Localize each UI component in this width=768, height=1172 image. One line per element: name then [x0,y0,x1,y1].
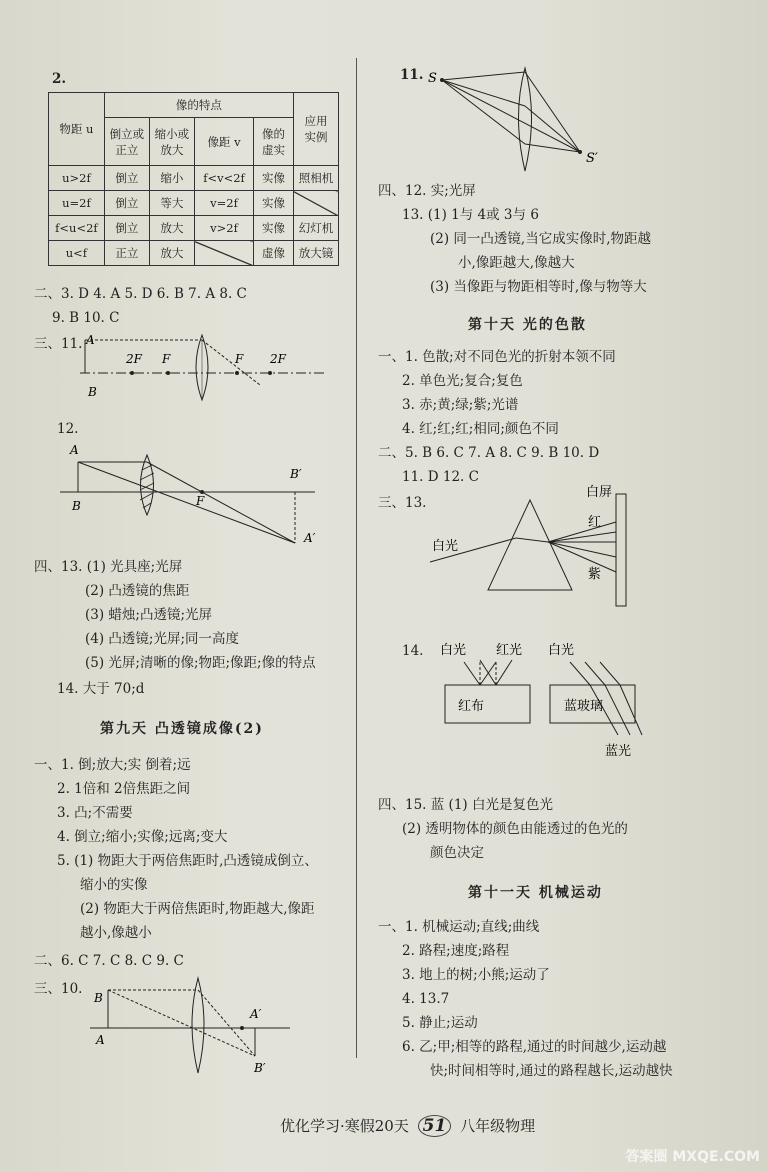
footer-subject: 八年级物理 [460,1117,536,1135]
table-row: u>2f 倒立 缩小 f<v<2f 实像 照相机 [49,166,339,191]
r-q14-label: 14. [402,643,424,659]
q13-line-2: (2) 凸透镜的焦距 [85,583,190,599]
q11-label: 三、11. [34,336,83,352]
q2-number: 2. [52,71,67,87]
day9-line-4: 4. 倒立;缩小;实像;远离;变大 [57,829,228,845]
r3-line-1: 四、15. 蓝 (1) 白光是复色光 [378,797,553,813]
r2-line-3: 3. 赤;黄;绿;紫;光谱 [402,397,519,413]
fig11-label-F-right: F [235,352,244,366]
table-row: u<f 正立 放大 虚像 放大镜 [49,241,339,266]
column-divider [356,58,357,1058]
fig10-label-Bp: B′ [254,1061,266,1075]
q13-line-1: 四、13. (1) 光具座;光屏 [34,559,183,575]
r4-line-1: 一、1. 机械运动;直线;曲线 [378,919,540,935]
r1-line-4: 小,像距越大,像越大 [458,255,575,271]
prism-label-white: 白光 [432,539,459,554]
r2-line-4: 4. 红;红;红;相同;颜色不同 [402,421,559,437]
fig14-label-blue-light: 蓝光 [605,744,632,759]
th-c3: 像距 v [194,118,253,166]
r2-line-2: 2. 单色光;复合;复色 [402,373,523,389]
q13-line-3: (3) 蜡烛;凸透镜;光屏 [85,607,213,623]
fig14-label-blue-glass: 蓝玻璃 [564,699,604,714]
section-title-day11: 第十一天 机械运动 [468,885,603,901]
th-features: 像的特点 [104,93,293,118]
fig14-label-white-1: 白光 [440,643,467,658]
fig12-label-Ap: A′ [304,531,316,545]
lens-table [48,92,339,266]
day9-line-1: 一、1. 倒;放大;实 倒着;远 [34,757,191,773]
r2-line-6: 11. D 12. C [402,469,479,485]
section-title-day10: 第十天 光的色散 [468,317,587,333]
r4-line-6: 6. 乙;甲;相等的路程,通过的时间越少,运动越 [402,1039,667,1055]
r4-line-3: 3. 地上的树;小熊;运动了 [402,967,550,983]
table-row: u=2f 倒立 等大 v=2f 实像 [49,191,339,216]
day9-line-8: 越小,像越小 [80,925,152,941]
fig10-label-B: B [94,991,103,1005]
r2-line-5: 二、5. B 6. C 7. A 8. C 9. B 10. D [378,445,600,461]
q13-line-4: (4) 凸透镜;光屏;同一高度 [85,631,240,647]
r2-line-1: 一、1. 色散;对不同色光的折射本领不同 [378,349,616,365]
day9-line-10: 三、10. [34,981,83,997]
r3-line-3: 颜色决定 [430,845,484,861]
r1-line-1: 四、12. 实;光屏 [378,183,476,199]
day9-line-3: 3. 凸;不需要 [57,805,133,821]
day9-line-9: 二、6. C 7. C 8. C 9. C [34,953,184,969]
fig11-label-B: B [88,385,97,399]
th-u: 物距 u [49,93,105,166]
th-c4: 像的 虚实 [254,118,294,166]
fig11-label-A: A [86,333,95,347]
q14-answer: 14. 大于 70;d [57,681,145,697]
watermark: 答案圈 MXQE.COM [625,1149,760,1165]
footer-book-title: 优化学习·寒假20天 [280,1117,409,1135]
prism-label-purple: 紫 [588,567,602,582]
fig14-diagram [440,640,670,760]
day9-line-2: 2. 1倍和 2倍焦距之间 [57,781,191,797]
q12-label: 12. [57,421,79,437]
fig11-label-F-left: F [162,352,171,366]
day9-line-7: (2) 物距大于两倍焦距时,物距越大,像距 [80,901,315,917]
fig11-label-2F-right: 2F [270,352,286,366]
page-footer [280,1115,535,1137]
prism-label-screen: 白屏 [586,485,613,500]
prism-diagram [430,482,650,612]
r3-line-2: (2) 透明物体的颜色由能透过的色光的 [402,821,628,837]
section-title-day9: 第九天 凸透镜成像(2) [100,721,264,737]
th-c2: 缩小或 放大 [149,118,194,166]
fig14-label-white-2: 白光 [548,643,575,658]
fig14-label-red-light: 红光 [496,643,523,658]
answers-mc-2: 9. B 10. C [52,310,120,326]
th-app: 应用 实例 [293,93,338,166]
r4-line-7: 快;时间相等时,通过的路程越长,运动越快 [430,1063,673,1079]
fig10-label-A: A [96,1033,105,1047]
fig-s-diagram [428,66,618,176]
answers-mc-1: 二、3. D 4. A 5. D 6. B 7. A 8. C [34,286,247,302]
fig10-label-Ap: A′ [250,1007,262,1021]
fig-s-label-S: S [428,71,437,86]
q13-line-5: (5) 光屏;清晰的像;物距;像距;像的特点 [85,655,316,671]
table-row: f<u<2f 倒立 放大 v>2f 实像 幻灯机 [49,216,339,241]
fig12-label-B: B [72,499,81,513]
fig-s-label-Sp: S′ [586,151,598,166]
fig14-label-red-cloth: 红布 [458,699,485,714]
fig12-label-A: A [70,443,79,457]
r4-line-5: 5. 静止;运动 [402,1015,478,1031]
day9-line-5: 5. (1) 物距大于两倍焦距时,凸透镜成倒立、 [57,853,318,869]
prism-label-red: 红 [588,515,602,530]
r4-line-4: 4. 13.7 [402,991,450,1007]
fig12-label-Bp: B′ [290,467,302,481]
day9-line-6: 缩小的实像 [80,877,148,893]
r-q11-label: 11. [400,67,424,83]
fig12-label-F: F [196,494,205,508]
page-number: 51 [418,1115,452,1137]
r2-line-7: 三、13. [378,495,427,511]
fig11-diagram [80,330,340,400]
fig10-diagram [90,978,300,1078]
r1-line-3: (2) 同一凸透镜,当它成实像时,物距越 [430,231,651,247]
r4-line-2: 2. 路程;速度;路程 [402,943,510,959]
r1-line-2: 13. (1) 1与 4或 3与 6 [402,207,539,223]
r1-line-5: (3) 当像距与物距相等时,像与物等大 [430,279,647,295]
th-c1: 倒立或 正立 [104,118,149,166]
fig11-label-2F-left: 2F [126,352,142,366]
fig12-diagram [60,440,325,550]
